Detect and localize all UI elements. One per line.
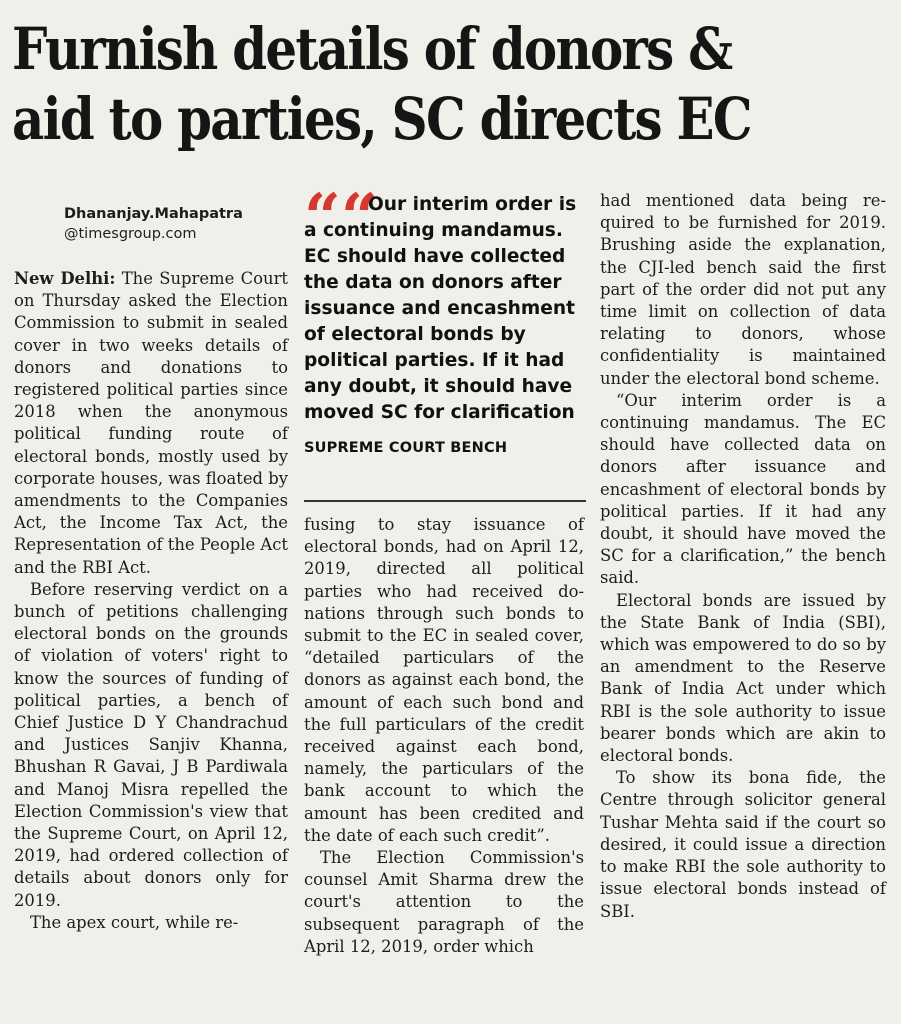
byline <box>64 204 284 244</box>
byline-name: Dhananjay.Mahapatra <box>64 206 243 222</box>
quote-mark-icon: ““ <box>304 180 378 255</box>
paragraph: The apex court, while re- <box>30 912 239 932</box>
divider <box>304 500 586 502</box>
paragraph: fusing to stay issuance of electoral bonds, had on April 12, 2019, directed all political parties who had received donations through such bonds to submit to the EC in sealed cover, “detailed particulars of the donors as against each bond, the amount of each such bond and the full particulars of the credit received against each bond, namely, the particulars of the bank account to which the amount has been credited and the date of each such credit”. <box>304 515 584 845</box>
paragraph: The Election Commission's counsel Amit Sharma drew the court's attention to the subsequent paragraph of the April 12, 2019, order which <box>304 848 584 956</box>
article-column-2 <box>304 514 584 958</box>
paragraph <box>14 268 288 579</box>
paragraph: Electoral bonds are issued by the State Bank of India (SBI), which was empowered to do so by an amendment to the Reserve Bank of India Act under which RBI is the sole authority to issue bearer bonds which are akin to electoral bonds. <box>600 590 886 766</box>
article-column-3 <box>600 190 886 923</box>
byline-handle: @timesgroup.com <box>64 226 197 242</box>
headline-line-1: Furnish details of donors & <box>12 15 732 83</box>
article-column-1 <box>14 268 288 934</box>
pull-quote-text: Our interim order is a continuing mandamus. EC should have collected the data on donors after issuance and encashment of electoral bonds by political parties. If it had any doubt, it should have moved SC for clarification <box>304 194 577 423</box>
headline-line-2: aid to parties, SC directs EC <box>12 85 751 153</box>
paragraph: “Our interim order is a continuing mandamus. The EC should have collected data on donors after issuance and encashment of electoral bonds by political parties. If it had any doubt, it should have moved the SC for a clarification,” the bench said. <box>600 390 886 588</box>
paragraph: had mentioned data being required to be furnished for 2019. Brushing aside the explanation, the CJI-led bench said the first part of the order did not put any time limit on collection of data relating to donors, whose confidentiality is maintained under the electoral bond scheme. <box>600 191 886 388</box>
paragraph: Before reserving verdict on a bunch of petitions challenging electoral bonds on the grounds of violation of voters' right to know the sources of funding of political parties, a bench of Chief Justice D Y Chandrachud and Justices Sanjiv Khanna, Bhushan R Gavai, J B Pardiwala and Manoj Misra repelled the Election Commission's view that the Supreme Court, on April 12, 2019, had ordered collection of details about donors only for 2019. <box>14 579 288 910</box>
dateline: New Delhi: <box>14 269 116 288</box>
pull-quote-attribution: SUPREME COURT BENCH <box>304 440 508 456</box>
pull-quote <box>304 180 588 458</box>
headline <box>12 14 769 154</box>
paragraph-text: The Supreme Court on Thursday asked the Election Commission to submit in sealed cover in two weeks details of donors and donations to registered political parties since 2018 when the anonymous political funding route of electoral bonds, mostly used by corporate houses, was floated by amendments to the Companies Act, the Income Tax Act, the Representation of the People Act and the RBI Act. <box>14 269 289 577</box>
paragraph: To show its bona fide, the Centre through solicitor general Tushar Mehta said if the court so desired, it could issue a direction to make RBI the sole authority to issue electoral bonds instead of SBI. <box>600 768 886 921</box>
